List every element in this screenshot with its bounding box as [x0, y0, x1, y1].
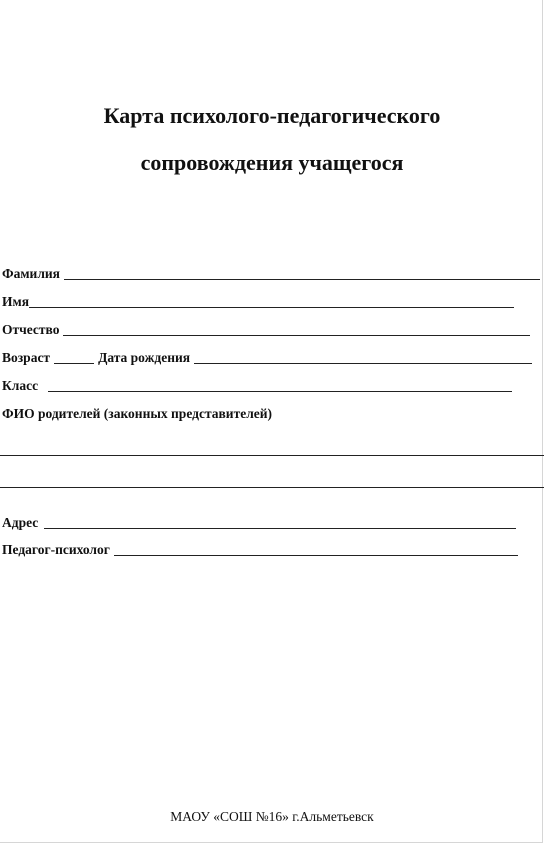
address-blank-line: [44, 528, 516, 529]
document-title-line-2: сопровождения учащегося: [140, 150, 404, 175]
parents-field: [2, 406, 272, 422]
age-label: Возраст: [2, 350, 51, 365]
patronymic-field: [2, 322, 530, 338]
psychologist-blank-line: [114, 555, 518, 556]
psychologist-label: Педагог-психолог: [2, 542, 110, 557]
school-footer: МАОУ «СОШ №16» г.Альметьевск: [170, 809, 374, 824]
name-blank-line: [29, 307, 514, 308]
name-field: [2, 294, 514, 310]
parents-blank-line-2: [0, 487, 544, 488]
class-blank-line: [48, 391, 512, 392]
surname-label: Фамилия: [2, 266, 60, 281]
patronymic-blank-line: [63, 335, 530, 336]
patronymic-label: Отчество: [2, 322, 60, 337]
age-birthdate-field: [2, 350, 532, 366]
psychologist-field: [2, 542, 518, 558]
name-label: Имя: [2, 294, 29, 309]
birth-date-label: Дата рождения: [98, 350, 191, 365]
surname-blank-line: [64, 279, 540, 280]
address-label: Адрес: [2, 515, 39, 530]
age-blank-line: [54, 363, 94, 364]
parents-label: ФИО родителей (законных представителей): [2, 406, 273, 421]
document-title-line-1: Карта психолого-педагогического: [103, 103, 441, 128]
parents-blank-line-1: [0, 455, 544, 456]
address-field: [2, 515, 516, 531]
class-label: Класс: [2, 378, 39, 393]
class-field: [2, 378, 512, 394]
surname-field: [2, 266, 540, 282]
birth-date-blank-line: [194, 363, 532, 364]
